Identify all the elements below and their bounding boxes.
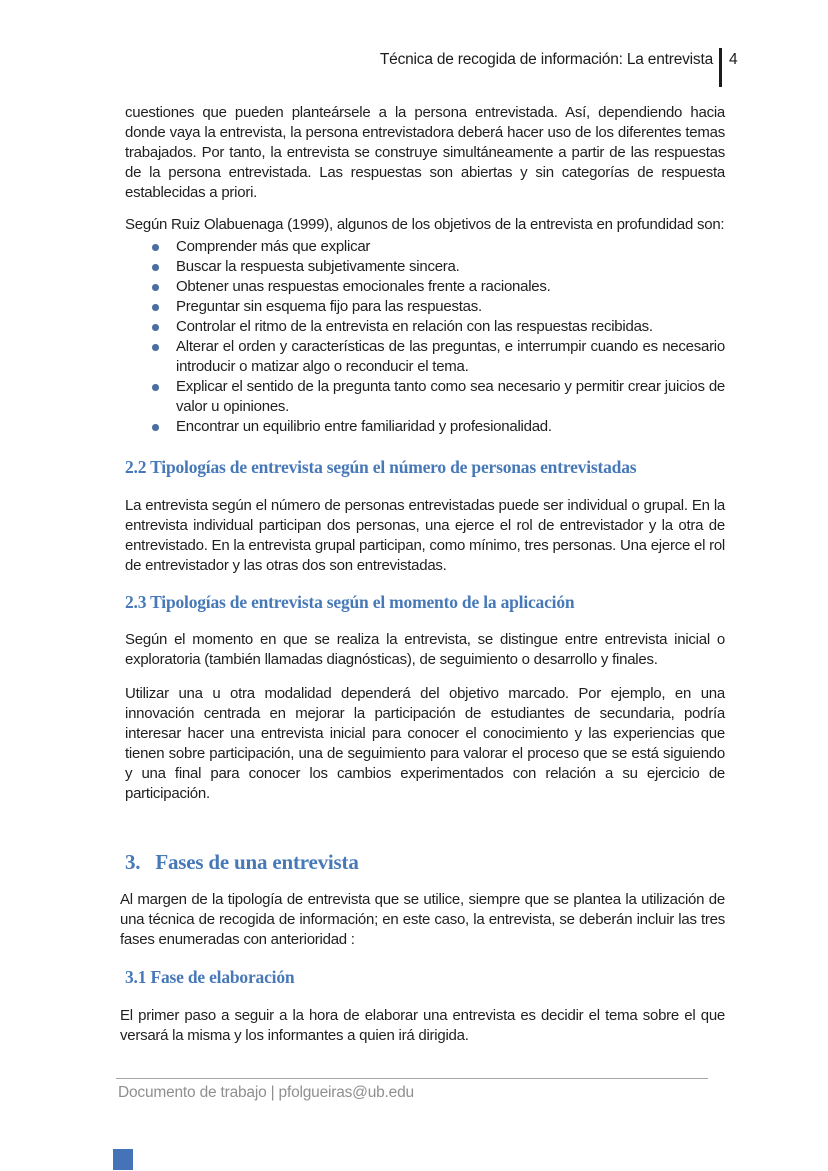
list-item bbox=[125, 237, 725, 257]
section-2-2-paragraph: La entrevista según el número de personas entrevistadas puede ser individual o grupal. En la entrevista individual participan dos personas, una ejerce el rol de entrevistador y la otra de entrevistado. En la entrevista grupal participan, como mínimo, tres personas. Una ejerce el rol de entrevistador y las otras dos son entrevistadas. bbox=[125, 497, 725, 574]
section-2-3-paragraph-1: Según el momento en que se realiza la entrevista, se distingue entre entrevista inicial o exploratoria (también llamadas diagnósticas), de seguimiento o desarrollo y finales. bbox=[125, 631, 725, 668]
footer-text: Documento de trabajo | pfolgueiras@ub.edu bbox=[118, 1084, 414, 1101]
bullet-icon bbox=[152, 244, 159, 251]
list-item bbox=[125, 377, 725, 417]
document-body bbox=[120, 0, 725, 1046]
bullet-icon bbox=[152, 284, 159, 291]
list-item-text: Buscar la respuesta subjetivamente sincera. bbox=[176, 258, 460, 275]
list-item bbox=[125, 297, 725, 317]
list-item-text: Explicar el sentido de la pregunta tanto como sea necesario y permitir crear juicios de valor u opiniones. bbox=[176, 378, 725, 415]
bullet-icon bbox=[152, 424, 159, 431]
section-heading-3-text: Fases de una entrevista bbox=[155, 850, 359, 874]
section-heading-3-number: 3. bbox=[125, 850, 141, 874]
section-heading-2-3: 2.3 Tipologías de entrevista según el momento de la aplicación bbox=[125, 592, 575, 612]
objectives-list bbox=[125, 237, 725, 437]
list-item bbox=[125, 257, 725, 277]
list-item bbox=[125, 337, 725, 377]
section-heading-2-2: 2.2 Tipologías de entrevista según el número de personas entrevistadas bbox=[125, 457, 637, 477]
bullet-icon bbox=[152, 384, 159, 391]
list-item-text: Preguntar sin esquema fijo para las respuestas. bbox=[176, 298, 482, 315]
list-item-text: Encontrar un equilibrio entre familiaridad y profesionalidad. bbox=[176, 418, 552, 435]
bullet-icon bbox=[152, 344, 159, 351]
footer-accent-square bbox=[113, 1149, 133, 1170]
list-item-text: Comprender más que explicar bbox=[176, 238, 371, 255]
objectives-intro: Según Ruiz Olabuenaga (1999), algunos de los objetivos de la entrevista en profundidad son: bbox=[125, 216, 725, 233]
list-item bbox=[125, 317, 725, 337]
bullet-icon bbox=[152, 324, 159, 331]
header-page-number: 4 bbox=[729, 51, 738, 68]
list-item-text: Obtener unas respuestas emocionales frente a racionales. bbox=[176, 278, 551, 295]
list-item bbox=[125, 277, 725, 297]
section-heading-3-1: 3.1 Fase de elaboración bbox=[125, 967, 295, 987]
paragraph-continuation: cuestiones que pueden planteársele a la persona entrevistada. Así, dependiendo hacia donde vaya la entrevista, la persona entrevistadora deberá hacer uso de los diferentes temas trabajados. Por tanto, la entrevista se construye simultáneamente a partir de las respuestas de la persona entrevistada. Las respuestas son abiertas y sin categorías de respuesta establecidas a priori. bbox=[125, 104, 725, 201]
list-item-text: Alterar el orden y características de las preguntas, e interrumpir cuando es necesario introducir o matizar algo o reconducir el tema. bbox=[176, 338, 725, 375]
bullet-icon bbox=[152, 264, 159, 271]
section-3-1-paragraph: El primer paso a seguir a la hora de elaborar una entrevista es decidir el tema sobre el que versará la misma y los informantes a quien irá dirigida. bbox=[120, 1007, 725, 1044]
list-item bbox=[125, 417, 725, 437]
footer-rule bbox=[116, 1078, 708, 1079]
section-heading-3 bbox=[125, 850, 725, 875]
list-item-text: Controlar el ritmo de la entrevista en relación con las respuestas recibidas. bbox=[176, 318, 653, 335]
section-3-paragraph: Al margen de la tipología de entrevista que se utilice, siempre que se plantea la utilización de una técnica de recogida de información; en este caso, la entrevista, se deberán incluir las tres fases enumeradas con anterioridad : bbox=[120, 891, 725, 948]
section-2-3-paragraph-2: Utilizar una u otra modalidad dependerá del objetivo marcado. Por ejemplo, en una innovación centrada en mejorar la participación de estudiantes de secundaria, podría interesar hacer una entrevista inicial para conocer el conocimiento y las experiencias que tienen sobre participación, una de seguimiento para valorar el proceso que se está siguiendo y una final para conocer los cambios experimentados con relación a su ejercicio de participación. bbox=[125, 685, 725, 802]
header-title: Técnica de recogida de información: La entrevista bbox=[379, 51, 713, 68]
bullet-icon bbox=[152, 304, 159, 311]
